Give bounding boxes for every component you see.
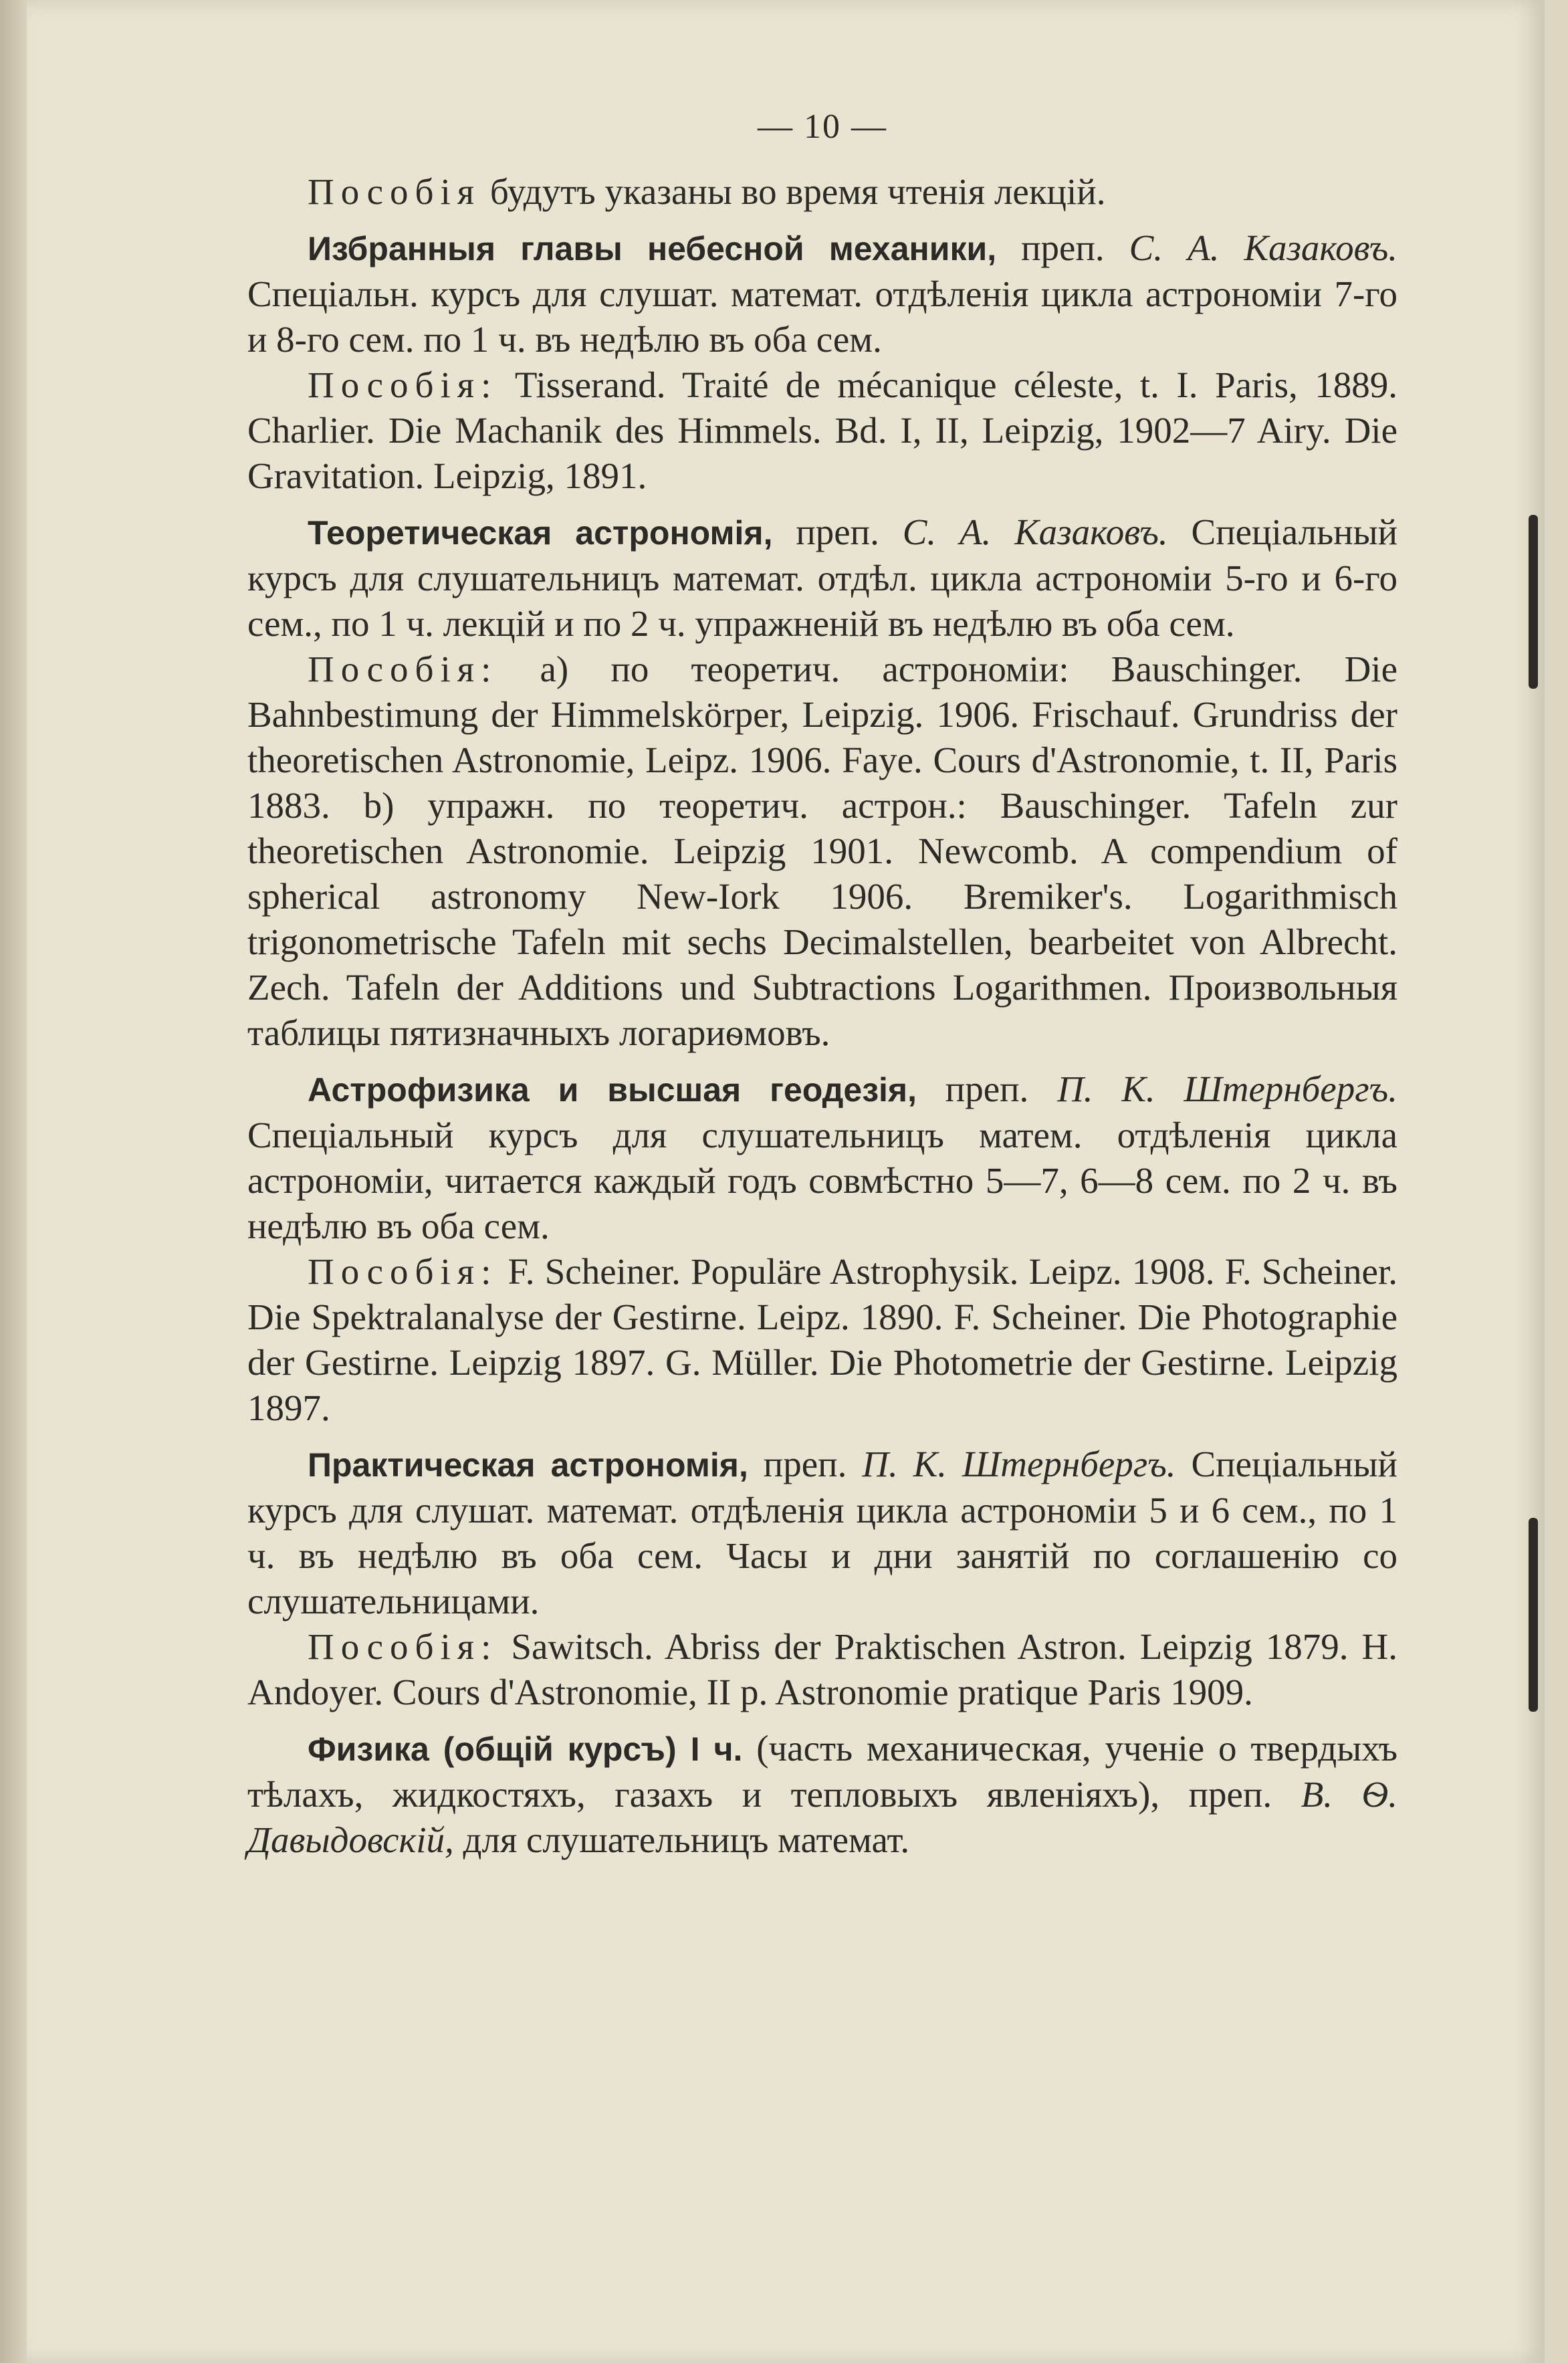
aids-label: Пособія <box>308 171 481 212</box>
course-paragraph <box>247 1066 1397 1249</box>
course-text: для слушательницъ математ. <box>453 1819 910 1860</box>
course-heading: Теоретическая астрономія, <box>308 514 773 552</box>
aids-paragraph <box>247 1624 1397 1715</box>
course-heading: Астрофизика и высшая геодезія, <box>308 1071 917 1109</box>
aids-label: Пособія: <box>308 1626 498 1667</box>
page-gutter <box>0 0 27 2363</box>
course-prep: преп. <box>772 512 903 552</box>
course-paragraph <box>247 510 1397 647</box>
course-text: Спеціальный курсъ для слушат. математ. отдѣленія цикла астрономіи 5 и 6 сем., по 1 ч. въ недѣлю въ оба сем. Часы и дни занятій по соглашенію со слушательницами. <box>247 1444 1397 1621</box>
aids-label: Пособія: <box>308 364 498 405</box>
document-page <box>27 0 1545 2363</box>
course-text: Спеціальный курсъ для слушательницъ матем. отдѣленія цикла астрономіи, читается каждый годъ совмѣстно 5—7, 6—8 сем. по 2 ч. въ недѣлю въ оба сем. <box>247 1115 1397 1246</box>
aids-text: будутъ указаны во время чтенія лекцій. <box>481 171 1106 212</box>
course-teacher: П. К. Штернбергъ. <box>862 1444 1176 1484</box>
aids-label: Пособія: <box>308 649 498 689</box>
aids-paragraph <box>247 362 1397 499</box>
course-paragraph <box>247 1442 1397 1624</box>
course-teacher: С. А. Казаковъ. <box>902 512 1168 552</box>
aids-text: Sawitsch. Abriss der Praktischen Astron. Leipzig 1879. H. Andoyer. Cours d'Astronomie, II p. Astronomie pratique Paris 1909. <box>247 1626 1397 1712</box>
course-teacher: В. Ѳ. Давыдовскій, <box>247 1774 1397 1860</box>
course-heading: Практическая астрономія, <box>308 1446 748 1484</box>
course-prep: преп. <box>917 1068 1058 1109</box>
course-text: Спеціальный курсъ для слушательницъ математ. отдѣл. цикла астрономіи 5-го и 6-го сем., по 1 ч. лекцій и по 2 ч. упражненій въ недѣлю въ оба сем. <box>247 512 1398 644</box>
margin-stain <box>1529 515 1538 689</box>
aids-paragraph <box>247 1249 1397 1431</box>
text-block <box>247 107 1397 1863</box>
course-prep: (часть механическая, ученіе о твердыхъ тѣлахъ, жидкостяхъ, газахъ и тепловыхъ явленіяхъ), преп. <box>247 1728 1398 1815</box>
aids-paragraph <box>247 647 1397 1056</box>
page-number: — 10 — <box>758 108 887 146</box>
aids-label: Пособія: <box>308 1251 498 1292</box>
course-heading: Физика (общій курсъ) I ч. <box>308 1730 743 1768</box>
course-teacher: П. К. Штернбергъ. <box>1057 1068 1397 1109</box>
course-teacher: С. А. Казаковъ. <box>1129 227 1398 268</box>
course-paragraph <box>247 225 1397 362</box>
aids-text: F. Scheiner. Populäre Astrophysik. Leipz. 1908. F. Scheiner. Die Spektralanalyse der Gestirne. Leipz. 1890. F. Scheiner. Die Photographie der Gestirne. Leipzig 1897. G. Müller. Die Photometrie der Gestirne. Leipzig 1897. <box>247 1251 1397 1428</box>
aids-paragraph <box>247 169 1397 215</box>
course-text: Спеціальн. курсъ для слушат. математ. отдѣленія цикла астрономіи 7-го и 8-го сем. по 1 ч. въ недѣлю въ оба сем. <box>247 273 1397 360</box>
course-paragraph <box>247 1726 1397 1863</box>
aids-text: а) по теоретич. астрономіи: Bauschinger. Die Bahnbestimung der Himmelskörper, Leipzig. 1906. Frischauf. Grundriss der theoretischen Astronomie, Leipz. 1906. Faye. Cours d'Astronomie, t. II, Paris 1883. b) упражн. по теоретич. астрон.: Bauschinger. Tafeln zur theoretischen Astronomie. Leipzig 1901. Newcomb. A compendium of spherical astronomy New-Iork 1906. Bremiker's. Logarithmisch trigonometrische Tafeln mit sechs Decimalstellen, bearbeitet von Albrecht. Zech. Tafeln der Additions und Subtractions Logarithmen. Произвольныя таблицы пятизначныхъ логариѳмовъ. <box>247 649 1397 1053</box>
aids-text: Tisserand. Traité de mécanique céleste, t. I. Paris, 1889. Charlier. Die Machanik des Himmels. Bd. I, II, Leipzig, 1902—7 Airy. Die Gravitation. Leipzig, 1891. <box>247 364 1397 496</box>
course-prep: преп. <box>748 1444 863 1484</box>
course-heading: Избранныя главы небесной механики, <box>308 230 997 267</box>
course-prep: преп. <box>996 227 1129 268</box>
margin-stain <box>1529 1518 1538 1712</box>
